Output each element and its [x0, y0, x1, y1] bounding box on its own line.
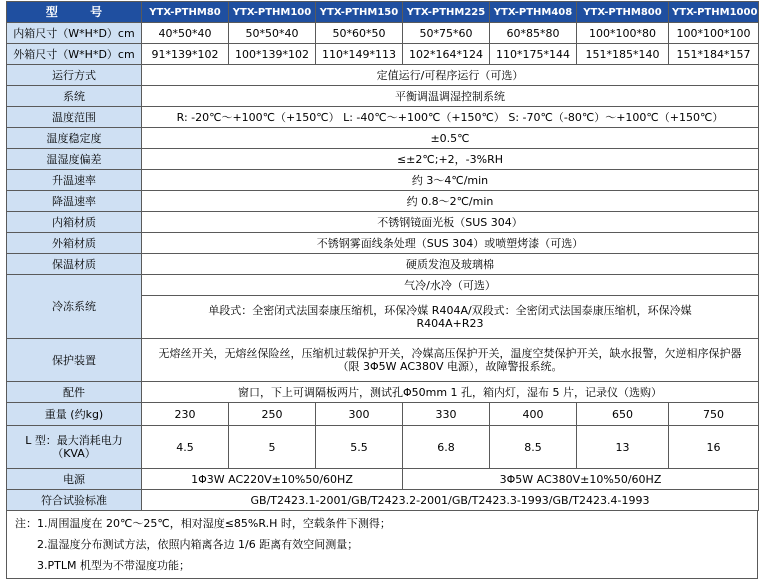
cell-value: 102*164*124	[403, 44, 490, 65]
row-label: 冷冻系统	[7, 275, 142, 339]
row-label: 温度稳定度	[7, 128, 142, 149]
row-label: 升温速率	[7, 170, 142, 191]
spec-row-outer-material	[7, 233, 759, 254]
spec-row-cooling-rate	[7, 191, 759, 212]
cell-value: 400	[490, 403, 577, 426]
row-label: 外箱尺寸（W*H*D）cm	[7, 44, 142, 65]
cell-value: 50*60*50	[316, 23, 403, 44]
model-header-label: 型 号	[7, 2, 142, 23]
power-supply-single-phase: 1Φ3W AC220V±10%50/60HZ	[142, 469, 403, 490]
note-line: 3.PTLM 机型为不带湿度功能；	[37, 559, 190, 572]
cell-value: 8.5	[490, 426, 577, 469]
cell-value: 50*75*60	[403, 23, 490, 44]
note-line: 2.温湿度分布测试方法，依照内箱离各边 1/6 距离有效空间测量；	[37, 538, 359, 551]
cell-value: 5	[229, 426, 316, 469]
cell-value: 40*50*40	[142, 23, 229, 44]
row-label: 内箱材质	[7, 212, 142, 233]
spec-row-temp-range	[7, 107, 759, 128]
cell-value: 16	[669, 426, 759, 469]
cell-value: 6.8	[403, 426, 490, 469]
protection-value: 无熔丝开关，无熔丝保险丝，压缩机过载保护开关，冷媒高压保护开关，温度空焚保护开关，缺水报警，欠逆相序保护器（限 3Φ5W AC380V 电源），故障警报系统。	[142, 339, 759, 382]
row-label: 内箱尺寸（W*H*D）cm	[7, 23, 142, 44]
spec-value: ≤±2℃;+2，-3%RH	[142, 149, 759, 170]
notes-section	[6, 511, 758, 579]
spec-row-insulation	[7, 254, 759, 275]
row-label: 保温材质	[7, 254, 142, 275]
cell-value: 13	[577, 426, 669, 469]
row-label: 系统	[7, 86, 142, 107]
spec-value: ±0.5℃	[142, 128, 759, 149]
model-name: YTX-PTHM225	[403, 2, 490, 23]
accessories-value: 窗口，下上可调隔板两片，测试孔Φ50mm 1 孔，箱内灯，湿布 5 片，记录仪（选购）	[142, 382, 759, 403]
spec-value: 不锈钢雾面线条处理（SUS 304）或喷塑烤漆（可选）	[142, 233, 759, 254]
cell-value: 750	[669, 403, 759, 426]
row-label: 保护装置	[7, 339, 142, 382]
model-name: YTX-PTHM150	[316, 2, 403, 23]
cell-value: 151*184*157	[669, 44, 759, 65]
cooling-value-2: 单段式：全密闭式法国泰康压缩机，环保冷媒 R404A/双段式：全密闭式法国泰康压缩机，环保冷媒 R404A+R23	[142, 296, 759, 339]
row-label: 温湿度偏差	[7, 149, 142, 170]
spec-row-inner-material	[7, 212, 759, 233]
row-label: 外箱材质	[7, 233, 142, 254]
row-label: 重量 (约kg)	[7, 403, 142, 426]
row-label: 电源	[7, 469, 142, 490]
spec-sheet	[6, 1, 758, 579]
spec-value: 约 3～4℃/min	[142, 170, 759, 191]
model-name: YTX-PTHM800	[577, 2, 669, 23]
spec-row-system	[7, 86, 759, 107]
row-label: 符合试验标准	[7, 490, 142, 511]
cell-value: 100*100*80	[577, 23, 669, 44]
weight-row	[7, 403, 759, 426]
spec-value: 硬质发泡及玻璃棉	[142, 254, 759, 275]
model-header-row	[7, 2, 759, 23]
note-line: 注：1.周围温度在 20℃～25℃，相对湿度≤85%R.H 时，空载条件下测得；	[15, 517, 391, 530]
protection-row	[7, 339, 759, 382]
model-name: YTX-PTHM80	[142, 2, 229, 23]
spec-value: 平衡调温调湿控制系统	[142, 86, 759, 107]
cell-value: 250	[229, 403, 316, 426]
cell-value: 300	[316, 403, 403, 426]
spec-value: 约 0.8～2℃/min	[142, 191, 759, 212]
cell-value: 91*139*102	[142, 44, 229, 65]
spec-table	[6, 1, 759, 511]
power-max-row	[7, 426, 759, 469]
cell-value: 50*50*40	[229, 23, 316, 44]
spec-row-temp-stability	[7, 128, 759, 149]
row-label: 配件	[7, 382, 142, 403]
spec-row-operation	[7, 65, 759, 86]
cell-value: 5.5	[316, 426, 403, 469]
inner-size-row	[7, 23, 759, 44]
cooling-value-1: 气冷/水冷（可选）	[142, 275, 759, 296]
cell-value: 110*149*113	[316, 44, 403, 65]
cell-value: 60*85*80	[490, 23, 577, 44]
cell-value: 230	[142, 403, 229, 426]
power-supply-row	[7, 469, 759, 490]
cell-value: 100*100*100	[669, 23, 759, 44]
cell-value: 110*175*144	[490, 44, 577, 65]
outer-size-row	[7, 44, 759, 65]
cell-value: 650	[577, 403, 669, 426]
model-name: YTX-PTHM100	[229, 2, 316, 23]
standard-value: GB/T2423.1-2001/GB/T2423.2-2001/GB/T2423.3-1993/GB/T2423.4-1993	[142, 490, 759, 511]
power-supply-three-phase: 3Φ5W AC380V±10%50/60HZ	[403, 469, 759, 490]
spec-value: 不锈钢镜面光板（SUS 304）	[142, 212, 759, 233]
row-label: 温度范围	[7, 107, 142, 128]
spec-value: 定值运行/可程序运行（可选）	[142, 65, 759, 86]
accessories-row	[7, 382, 759, 403]
model-name: YTX-PTHM1000	[669, 2, 759, 23]
model-name: YTX-PTHM408	[490, 2, 577, 23]
cell-value: 100*139*102	[229, 44, 316, 65]
row-label: 降温速率	[7, 191, 142, 212]
row-label: L 型：最大消耗电力（KVA）	[7, 426, 142, 469]
cooling-row-1	[7, 275, 759, 296]
row-label: 运行方式	[7, 65, 142, 86]
spec-value: R: -20℃～+100℃（+150℃） L: -40℃～+100℃（+150℃） S: -70℃（-80℃）～+100℃（+150℃）	[142, 107, 759, 128]
spec-row-deviation	[7, 149, 759, 170]
cell-value: 151*185*140	[577, 44, 669, 65]
spec-row-heating-rate	[7, 170, 759, 191]
standard-row	[7, 490, 759, 511]
cell-value: 330	[403, 403, 490, 426]
cell-value: 4.5	[142, 426, 229, 469]
